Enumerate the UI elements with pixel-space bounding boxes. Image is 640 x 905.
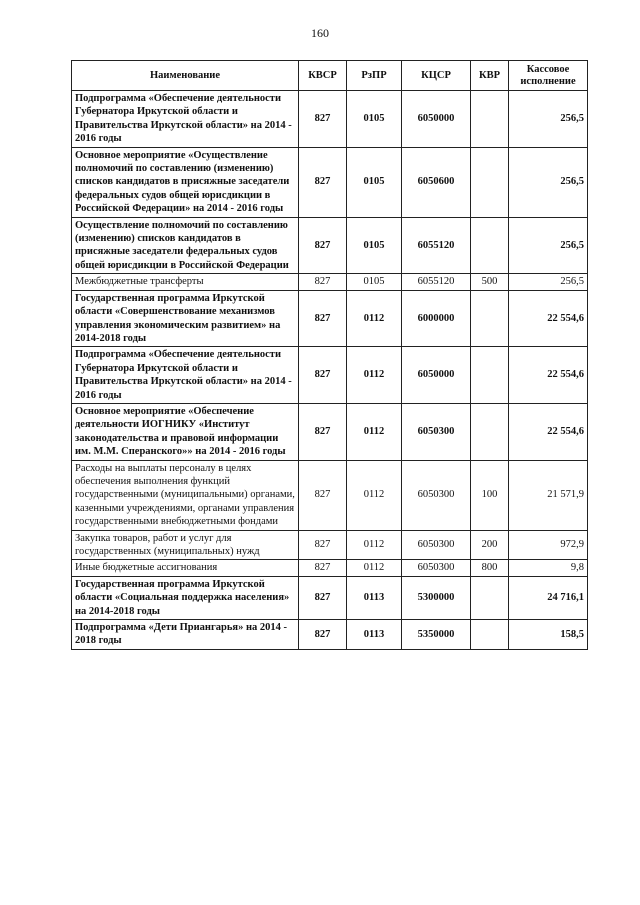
cell-exec: 256,5 (509, 91, 588, 148)
cell-exec: 22 554,6 (509, 290, 588, 347)
cell-kvsr: 827 (299, 403, 347, 460)
cell-exec: 21 571,9 (509, 460, 588, 530)
header-kcsr: КЦСР (402, 61, 471, 91)
cell-kvr (471, 576, 509, 619)
page-number: 160 (311, 26, 329, 40)
table-row (72, 620, 588, 650)
cell-kvsr: 827 (299, 620, 347, 650)
cell-name: Межбюджетные трансферты (72, 274, 299, 290)
table-row (72, 530, 588, 560)
cell-exec: 256,5 (509, 217, 588, 274)
cell-name: Расходы на выплаты персоналу в целях обеспечения выполнения функций государственными (муниципальными) органами, казенными учреждениями, органами управления государственными внебюджетными фондами (72, 460, 299, 530)
cell-kcsr: 6050300 (402, 460, 471, 530)
cell-kvr: 500 (471, 274, 509, 290)
cell-kcsr: 6000000 (402, 290, 471, 347)
cell-kvsr: 827 (299, 560, 347, 576)
table-row (72, 576, 588, 619)
header-rzpr: РзПР (347, 61, 402, 91)
cell-name: Подпрограмма «Дети Приангарья» на 2014 - 2018 годы (72, 620, 299, 650)
cell-kvsr: 827 (299, 91, 347, 148)
cell-rzpr: 0105 (347, 217, 402, 274)
cell-name: Иные бюджетные ассигнования (72, 560, 299, 576)
cell-kcsr: 6050300 (402, 530, 471, 560)
cell-kcsr: 6050300 (402, 560, 471, 576)
table-row (72, 460, 588, 530)
table-row (72, 147, 588, 217)
table-row (72, 290, 588, 347)
cell-rzpr: 0113 (347, 620, 402, 650)
cell-name: Подпрограмма «Обеспечение деятельности Губернатора Иркутской области и Правительства Иркутской области» на 2014 - 2016 годы (72, 347, 299, 404)
cell-name: Подпрограмма «Обеспечение деятельности Губернатора Иркутской области и Правительства Иркутской области» на 2014 - 2016 годы (72, 91, 299, 148)
cell-kcsr: 5300000 (402, 576, 471, 619)
cell-name: Осуществление полномочий по составлению (изменению) списков кандидатов в присяжные заседатели федеральных судов общей юрисдикции в Российской Федерации (72, 217, 299, 274)
cell-exec: 9,8 (509, 560, 588, 576)
cell-kcsr: 6055120 (402, 274, 471, 290)
cell-kvr (471, 217, 509, 274)
cell-rzpr: 0105 (347, 91, 402, 148)
cell-name: Основное мероприятие «Обеспечение деятельности ИОГНИКУ «Институт законодательства и правовой информации им. М.М. Сперанского»» на 2014 - 2016 годы (72, 403, 299, 460)
cell-exec: 972,9 (509, 530, 588, 560)
header-exec: Кассовое исполнение (509, 61, 588, 91)
table-row (72, 347, 588, 404)
cell-rzpr: 0105 (347, 147, 402, 217)
cell-kcsr: 5350000 (402, 620, 471, 650)
cell-kcsr: 6055120 (402, 217, 471, 274)
cell-kvr (471, 347, 509, 404)
cell-kvsr: 827 (299, 576, 347, 619)
cell-name: Закупка товаров, работ и услуг для государственных (муниципальных) нужд (72, 530, 299, 560)
table-header-row (72, 61, 588, 91)
cell-kcsr: 6050000 (402, 347, 471, 404)
cell-name: Государственная программа Иркутской области «Совершенствование механизмов управления экономическим развитием» на 2014-2018 годы (72, 290, 299, 347)
cell-kvsr: 827 (299, 217, 347, 274)
header-name: Наименование (72, 61, 299, 91)
cell-kvr: 800 (471, 560, 509, 576)
header-kvsr: КВСР (299, 61, 347, 91)
cell-kcsr: 6050600 (402, 147, 471, 217)
cell-exec: 158,5 (509, 620, 588, 650)
table-row (72, 560, 588, 576)
cell-exec: 22 554,6 (509, 347, 588, 404)
cell-kvsr: 827 (299, 147, 347, 217)
cell-rzpr: 0112 (347, 347, 402, 404)
cell-kvsr: 827 (299, 274, 347, 290)
cell-kvsr: 827 (299, 460, 347, 530)
cell-rzpr: 0112 (347, 403, 402, 460)
cell-kcsr: 6050000 (402, 91, 471, 148)
cell-kvr: 200 (471, 530, 509, 560)
cell-kcsr: 6050300 (402, 403, 471, 460)
cell-exec: 256,5 (509, 147, 588, 217)
cell-exec: 22 554,6 (509, 403, 588, 460)
table-row (72, 403, 588, 460)
cell-kvsr: 827 (299, 290, 347, 347)
table-row (72, 91, 588, 148)
cell-name: Государственная программа Иркутской области «Социальная поддержка населения» на 2014-2018 годы (72, 576, 299, 619)
cell-rzpr: 0112 (347, 460, 402, 530)
budget-table (71, 60, 588, 650)
cell-kvr (471, 91, 509, 148)
cell-rzpr: 0112 (347, 290, 402, 347)
table-row (72, 217, 588, 274)
cell-kvr (471, 147, 509, 217)
cell-name: Основное мероприятие «Осуществление полномочий по составлению (изменению) списков кандидатов в присяжные заседатели федеральных судов общей юрисдикции в Российской Федерации» на 2014 - 2016 годы (72, 147, 299, 217)
cell-exec: 24 716,1 (509, 576, 588, 619)
cell-exec: 256,5 (509, 274, 588, 290)
cell-kvsr: 827 (299, 530, 347, 560)
cell-kvsr: 827 (299, 347, 347, 404)
cell-rzpr: 0113 (347, 576, 402, 619)
header-kvr: КВР (471, 61, 509, 91)
cell-kvr: 100 (471, 460, 509, 530)
cell-rzpr: 0112 (347, 530, 402, 560)
cell-kvr (471, 620, 509, 650)
cell-kvr (471, 290, 509, 347)
cell-kvr (471, 403, 509, 460)
table-row (72, 274, 588, 290)
table-body (72, 91, 588, 650)
cell-rzpr: 0112 (347, 560, 402, 576)
cell-rzpr: 0105 (347, 274, 402, 290)
